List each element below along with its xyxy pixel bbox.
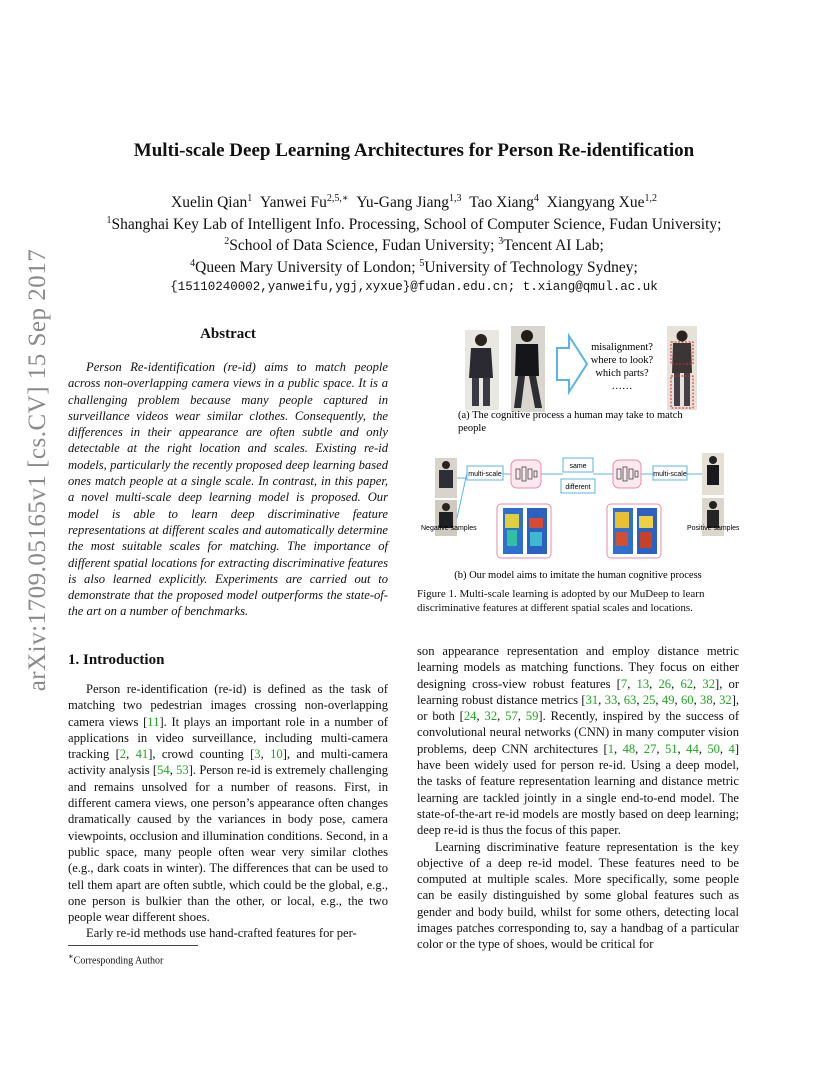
citation-link[interactable]: 3 [254,747,261,762]
citation-link[interactable]: 51 [664,741,678,756]
citation-link[interactable]: 38 [700,692,713,707]
citation-link[interactable]: 31 [585,692,599,707]
caption-b: (b) Our model aims to imitate the human cognitive process [454,570,702,581]
figure-1 [417,318,739,618]
multiscale-label-left: multi-scale [468,471,502,478]
citation-link[interactable]: 11 [147,714,160,729]
right-paragraph-1: son appearance representation and employ distance metric learning models as matching functions. They focus on either designing cross-view robust features [7, 13, 26, 62, 32], or learning robust distance metrics [31, 33, 63, 25, 49, 60, 38, 32], or both [24, 32, 57, 59]. Recently, inspired by the success of convolutional neural networks (CNN) in many computer vision problems, deep CNN architectures [1, 48, 27, 51, 44, 50, 4] have been widely used for person re-id. Using a deep model, the tasks of feature representation learning and distance metric learning are tackled jointly in a single end-to-end model. The state-of-the-art re-id models are mostly based on deep learning; deep re-id is thus the focus of this paper. [417,644,740,838]
citation-link[interactable]: 4 [728,741,735,756]
right-paragraph-2: Learning discriminative feature representation is the key objective of a deep re-id model. These features need to be computed at multiple scales. More specifically, some people can be easily distinguished by some global features such as gender and body build, whilst for some others, detecting local images patches corresponding to, say a handbag of a particular color or the type of shoes, would be critical for [417,839,739,952]
intro-paragraph-1: Person re-identification (re-id) is defined as the task of matching two pedestrian images crossing non-overlapping camera views [11]. It plays an important role in a number of applications in video surveillance, including multi-camera tracking [2, 41], crowd counting [3, 10], and multi-camera activity analysis [54, 53]. Person re-id is extremely challenging and remains unsolved for a number of reasons. First, in different camera views, one person’s appearance often changes dramatically caused by the variances in body pose, camera viewpoints, occlusion and illumination conditions. Second, in a public space, many people often wear very similar clothes (e.g., dark coats in winter). The differences that can be used to tell them apart are often subtle, which could be the global, e.g., one person is bulkier than the other, or local, e.g., the two people wear different shoes. [68,682,389,925]
citation-link[interactable]: 2 [119,747,127,762]
author-emails: {15110240002,yanweifu,ygj,xyxue}@fudan.edu.cn; t.xiang@qmul.ac.uk [170,279,658,294]
citation-link[interactable]: 53 [176,763,189,778]
citation-link[interactable]: 24 [463,709,477,724]
citation-link[interactable]: 32 [484,709,498,724]
same-label: same [569,463,587,470]
citation-link[interactable]: 60 [680,692,694,707]
citation-link[interactable]: 33 [604,692,618,707]
figure-1-graphic [417,318,739,618]
citation-link[interactable]: 44 [686,741,699,756]
affiliation-3: $^4$Queen Mary University of London; $^5$University of Technology Sydney; [190,257,638,277]
heatmaps-left [497,504,551,558]
abstract-text: Person Re-identification (re-id) aims to match people across non-overlapping camera views in a public space. It is a challenging problem because many people captured in surveillance videos wear similar clothes. Consequently, the differences in their appearance are often subtle and only detectable at the right location and scales. Existing re-id models, particularly the recently proposed deep learning based ones match people at a single scale. In contrast, in this paper, a novel multi-scale deep learning model is proposed. Our model is able to learn deep discriminative feature representations at different scales and automatically determine the most suitable scales for matching. The importance of different spatial locations for extracting discriminative features is also learned explicitly. Experiments are carried out to demonstrate that the proposed model outperforms the state-of-the art on a number of benchmarks. [68,360,388,619]
heatmaps-right [607,504,661,558]
person-photo-annotated [667,326,697,410]
citation-link[interactable]: 26 [658,676,672,691]
footnote-rule [68,945,198,946]
caption-a-line-1: (a) The cognitive process a human may take to match [458,410,683,421]
citation-link[interactable]: 63 [623,692,637,707]
author-name: Tao Xiang [469,194,535,212]
right-column-text [417,643,739,953]
bubble-line-4: …… [611,381,633,392]
citation-link[interactable]: 13 [636,676,650,691]
author-affiliation-mark: 2,5,∗ [326,193,349,204]
bubble-line-3: which parts? [595,368,649,379]
intro-paragraph-2: Early re-id methods use hand-crafted features for per- [86,926,357,941]
citation-link[interactable]: 27 [643,741,657,756]
arrow-icon [557,336,587,392]
citation-link[interactable]: 54 [157,763,170,778]
affiliation-1: $^1$Shanghai Key Lab of Intelligent Info. Processing, School of Computer Science, Fudan University; [106,214,722,233]
bubble-line-2: where to look? [590,355,654,366]
multiscale-label-right: multi-scale [653,471,687,478]
author-name: Yu-Gang Jiang [356,194,449,212]
citation-link[interactable]: 57 [505,709,518,724]
author-affiliation-mark: 1,3 [448,193,462,204]
author-names [0,190,828,212]
citation-link[interactable]: 1 [607,741,614,756]
citation-link[interactable]: 7 [620,676,628,691]
affiliation-2: $^2$School of Data Science, Fudan University; $^3$Tencent AI Lab; [224,236,604,255]
author-name: Xiangyang Xue [546,194,645,212]
positive-photos [702,453,724,536]
citation-link[interactable]: 59 [525,709,539,724]
arxiv-stamp-text: arXiv:1709.05165v1 [cs.CV] 15 Sep 2017 [24,248,51,692]
negative-samples-label: Negative samples [421,525,477,532]
bubble-line-1: misalignment? [591,342,653,353]
person-photo-2 [511,326,545,412]
citation-link[interactable]: 32 [719,692,732,707]
author-block [0,190,828,296]
author-affiliation-mark: 1 [247,193,253,204]
author-affiliation-mark: 4 [534,193,540,204]
citation-link[interactable]: 25 [642,692,656,707]
intro-heading: 1. Introduction [68,652,165,668]
author-affiliation-mark: 1,2 [644,193,657,204]
author-name: Yanwei Fu [259,194,327,212]
paper-title: Multi-scale Deep Learning Architectures for Person Re-identification [133,140,695,161]
caption-a-line-2: people [458,423,486,434]
citation-link[interactable]: 50 [707,741,720,756]
citation-link[interactable]: 62 [680,676,694,691]
different-label: different [565,484,591,491]
intro-text [68,681,388,942]
citation-link[interactable]: 48 [622,741,636,756]
footnote: ∗Corresponding Author [68,952,164,967]
citation-link[interactable]: 32 [702,676,715,691]
citation-link[interactable]: 41 [135,747,149,762]
person-photo-1 [465,330,499,410]
citation-link[interactable]: 10 [270,747,283,762]
figure-1-caption: Figure 1. Multi-scale learning is adopted by our MuDeep to learn discriminative features at different spatial scales and locations. [417,588,705,614]
abstract-heading: Abstract [200,326,256,342]
citation-link[interactable]: 49 [661,692,675,707]
author-name: Xuelin Qian [171,194,248,212]
positive-samples-label: Positive samples [687,525,739,532]
